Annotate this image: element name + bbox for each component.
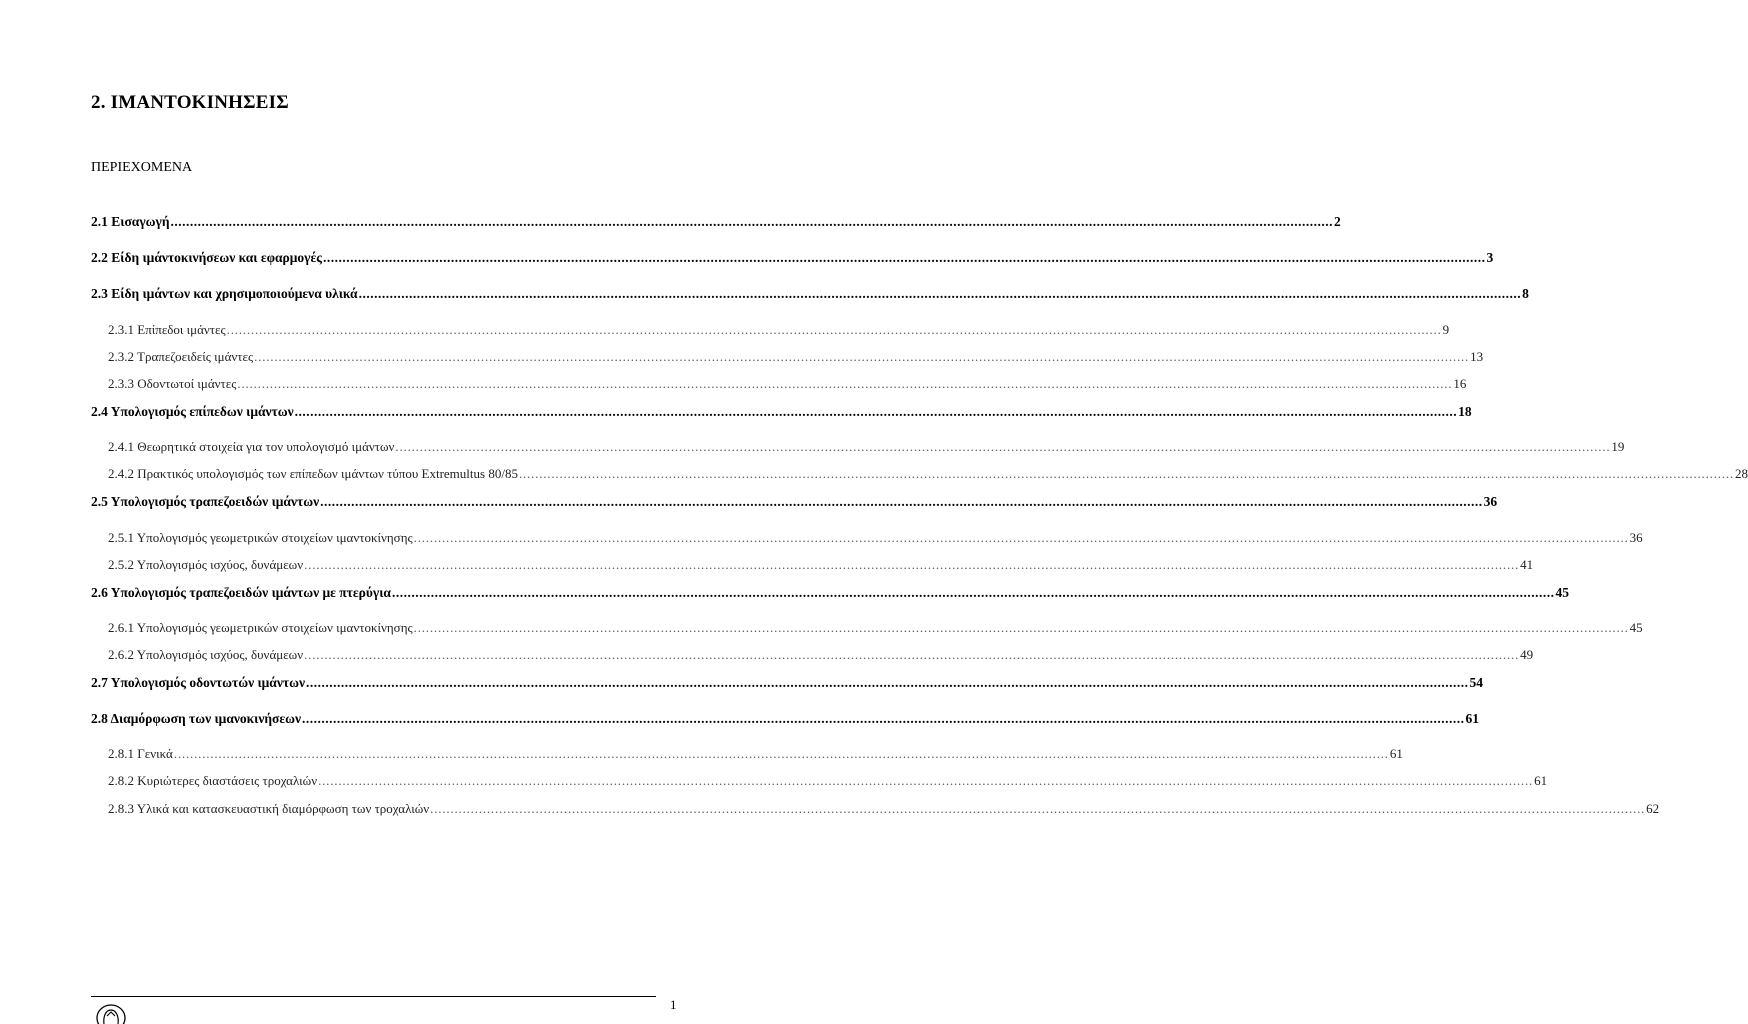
toc-entry-title: 2.7 Υπολογισμός οδοντωτών ιμάντων [91,675,305,690]
toc-entry-title: 2.5 Υπολογισμός τραπεζοειδών ιμάντων [91,494,320,509]
toc-entry-title: 2.3 Είδη ιμάντων και χρησιμοποιούμενα υλικά [91,286,358,301]
toc-subsection-entry[interactable] [108,647,1534,663]
toc-entry-page: 19 [1611,439,1625,454]
toc-section-entry[interactable] [91,250,1494,266]
toc-dot-leader: ............................................................................................................................................................................................................................................................................................................ [294,404,1458,419]
toc-section-entry[interactable] [91,675,1483,691]
toc-dot-leader: ............................................................................................................................................................................................................................................................................................................ [430,801,1646,816]
toc-dot-leader: ............................................................................................................................................................................................................................................................................................................ [391,585,1555,600]
toc-entry-page: 36 [1483,494,1498,509]
toc-dot-leader: ............................................................................................................................................................................................................................................................................................................ [358,286,1522,301]
toc-entry-page: 3 [1486,250,1494,265]
toc-entry-page: 18 [1458,404,1472,419]
toc-entry-title: 2.5.2 Υπολογισμός ισχύος, δυνάμεων [108,557,304,572]
toc-dot-leader: ............................................................................................................................................................................................................................................................................................................ [304,647,1520,662]
toc-entry-page: 41 [1520,557,1534,572]
toc-entry-page: 2 [1333,214,1341,229]
toc-subsection-entry[interactable] [108,439,1625,455]
toc-entry-title: 2.1 Εισαγωγή [91,214,170,229]
contents-title: ΠΕΡΙΕΧΟΜΕΝΑ [91,160,193,175]
toc-section-entry[interactable] [91,711,1480,727]
toc-entry-title: 2.4.2 Πρακτικός υπολογισμός των επίπεδων ιμάντων τύπου Extremultus 80/85 [108,466,518,481]
toc-entry-page: 49 [1520,647,1534,662]
toc-entry-title: 2.4 Υπολογισμός επίπεδων ιμάντων [91,404,294,419]
toc-entry-page: 45 [1555,585,1569,600]
toc-dot-leader: ............................................................................................................................................................................................................................................................................................................ [306,675,1469,690]
toc-subsection-entry[interactable] [108,530,1643,546]
toc-entry-page: 61 [1465,711,1480,726]
toc-entry-page: 8 [1522,286,1529,301]
toc-section-entry[interactable] [91,494,1498,510]
toc-entry-page: 9 [1442,322,1450,337]
toc-dot-leader: ............................................................................................................................................................................................................................................................................................................ [413,530,1629,545]
toc-section-entry[interactable] [91,214,1341,230]
toc-subsection-entry[interactable] [108,322,1450,338]
toc-entry-title: 2.5.1 Υπολογισμός γεωμετρικών στοιχείων ιμαντοκίνησης [108,530,413,545]
toc-subsection-entry[interactable] [108,773,1548,789]
institution-logo-icon [94,1002,128,1024]
toc-dot-leader: ............................................................................................................................................................................................................................................................................................................ [302,711,1465,726]
toc-entry-title: 2.3.2 Τραπεζοειδείς ιμάντες [108,349,254,364]
toc-dot-leader: ............................................................................................................................................................................................................................................................................................................ [413,620,1629,635]
chapter-title: 2. ΙΜΑΝΤΟΚΙΝΗΣΕΙΣ [91,92,289,113]
toc-entry-title: 2.8.1 Γενικά [108,746,173,761]
toc-entry-title: 2.8.3 Υλικά και κατασκευαστική διαμόρφωση των τροχαλιών [108,801,430,816]
toc-entry-title: 2.6.1 Υπολογισμός γεωμετρικών στοιχείων ιμαντοκίνησης [108,620,413,635]
page-number: 1 [670,997,677,1012]
toc-section-entry[interactable] [91,286,1529,302]
toc-subsection-entry[interactable] [108,746,1403,762]
toc-dot-leader: ............................................................................................................................................................................................................................................................................................................ [318,773,1534,788]
toc-dot-leader: ............................................................................................................................................................................................................................................................................................................ [322,250,1486,265]
toc-entry-title: 2.6.2 Υπολογισμός ισχύος, δυνάμεων [108,647,304,662]
toc-entry-title: 2.6 Υπολογισμός τραπεζοειδών ιμάντων με πτερύγια [91,585,391,600]
toc-entry-page: 61 [1389,746,1403,761]
toc-entry-title: 2.8.2 Κυριώτερες διαστάσεις τροχαλιών [108,773,318,788]
toc-entry-title: 2.3.1 Επίπεδοι ιμάντες [108,322,226,337]
toc-subsection-entry[interactable] [108,376,1467,392]
toc-entry-page: 28 [1734,466,1748,481]
toc-section-entry[interactable] [91,585,1569,601]
footer-divider [91,996,656,997]
toc-subsection-entry[interactable] [108,801,1660,817]
toc-entry-page: 45 [1629,620,1643,635]
toc-entry-title: 2.2 Είδη ιμάντοκινήσεων και εφαρμογές [91,250,322,265]
toc-dot-leader: ............................................................................................................................................................................................................................................................................................................ [226,322,1442,337]
toc-dot-leader: ............................................................................................................................................................................................................................................................................................................ [304,557,1520,572]
toc-entry-page: 61 [1534,773,1548,788]
toc-subsection-entry[interactable] [108,349,1484,365]
toc-subsection-entry[interactable] [108,620,1643,636]
toc-entry-page: 13 [1470,349,1484,364]
toc-dot-leader: ............................................................................................................................................................................................................................................................................................................ [395,439,1611,454]
toc-subsection-entry[interactable] [108,557,1534,573]
toc-dot-leader: ............................................................................................................................................................................................................................................................................................................ [518,466,1734,481]
toc-dot-leader: ............................................................................................................................................................................................................................................................................................................ [170,214,1333,229]
toc-entry-page: 16 [1453,376,1467,391]
toc-entry-page: 36 [1629,530,1643,545]
toc-entry-title: 2.8 Διαμόρφωση των ιμανοκινήσεων [91,711,302,726]
toc-subsection-entry[interactable] [108,466,1748,482]
toc-dot-leader: ............................................................................................................................................................................................................................................................................................................ [173,746,1389,761]
toc-dot-leader: ............................................................................................................................................................................................................................................................................................................ [254,349,1470,364]
toc-entry-title: 2.4.1 Θεωρητικά στοιχεία για τον υπολογισμό ιμάντων [108,439,395,454]
toc-dot-leader: ............................................................................................................................................................................................................................................................................................................ [320,494,1483,509]
toc-section-entry[interactable] [91,404,1472,420]
toc-entry-title: 2.3.3 Οδοντωτοί ιμάντες [108,376,237,391]
toc-dot-leader: ............................................................................................................................................................................................................................................................................................................ [237,376,1453,391]
toc-entry-page: 54 [1469,675,1483,690]
toc-entry-page: 62 [1646,801,1660,816]
